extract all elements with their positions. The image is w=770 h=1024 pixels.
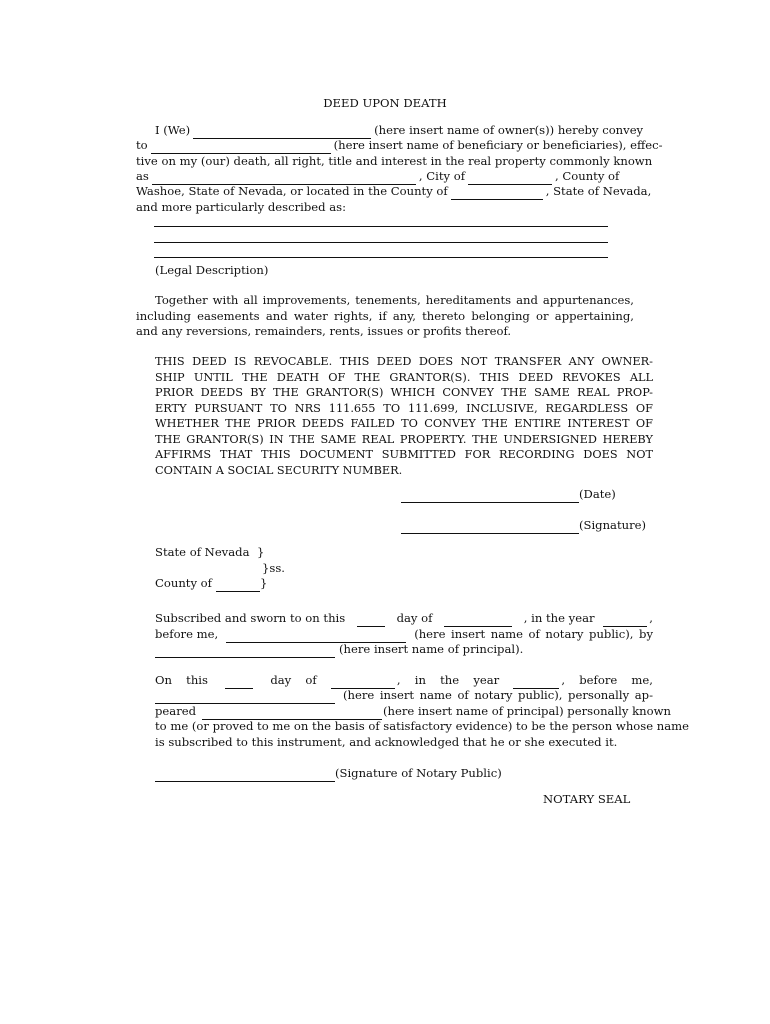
ack-day: day — [270, 673, 292, 687]
city-blank[interactable] — [468, 173, 552, 185]
venue-ss: }ss. — [262, 561, 285, 575]
jurat-notary-blank[interactable] — [226, 631, 406, 643]
notice-line: WHETHER THE PRIOR DEEDS FAILED TO CONVEY THE ENTIRE INTEREST OF — [155, 417, 653, 430]
venue-state: State of Nevada — [155, 545, 250, 559]
ack-comma: , — [561, 673, 566, 687]
county-label: , County of — [555, 169, 620, 183]
notary-signature-label: (Signature of Notary Public) — [335, 766, 502, 780]
ack-before: before — [579, 673, 618, 687]
venue-county-label: County of — [155, 576, 212, 590]
legal-description-label: (Legal Description) — [155, 263, 269, 277]
notice-line: PRIOR DEEDS BY THE GRANTOR(S) WHICH CONVEY THE SAME REAL PROP- — [155, 386, 653, 399]
jurat-comma: , — [649, 611, 653, 625]
ack-the: the — [440, 673, 460, 687]
notice-line: THIS DEED IS REVOCABLE. THIS DEED DOES NOT TRANSFER ANY OWNER- — [155, 355, 653, 368]
venue-county-blank[interactable] — [216, 580, 260, 592]
legal-description-line-3[interactable] — [154, 257, 608, 258]
ack-peared: peared — [155, 704, 197, 718]
ack-notary-suffix: (here insert name of notary public), personally ap- — [343, 688, 653, 702]
ack-principal-suffix: (here insert name of principal) personally known — [383, 704, 671, 718]
jurat-line-3 — [155, 642, 653, 658]
signature-blank[interactable] — [401, 522, 579, 534]
ack-in: in — [414, 673, 426, 687]
legal-description-line-2[interactable] — [154, 242, 608, 243]
ack-line-2 — [155, 688, 653, 704]
conveyance-line-4 — [136, 169, 634, 185]
beneficiary-suffix: (here insert name of beneficiary or beneficiaries), effec- — [333, 138, 663, 152]
venue-county-line — [155, 576, 267, 592]
ack-on: On — [155, 673, 172, 687]
conveyance-line-1 — [136, 123, 644, 139]
appurtenances-paragraph: Together with all improvements, tenements, hereditaments and appurtenances, including easements and water rights, if any, thereto belonging or appertaining, and any reversions, remainders, rents, issues or profits thereof. — [136, 293, 634, 338]
address-blank[interactable] — [152, 173, 416, 185]
ack-me: me, — [631, 673, 653, 687]
notice-line: SHIP UNTIL THE DEATH OF THE GRANTOR(S). THIS DEED REVOKES ALL — [155, 370, 653, 384]
ack-comma: , — [396, 673, 401, 687]
signature-line — [401, 518, 646, 534]
beneficiary-prefix: to — [136, 138, 148, 152]
notice-line: THE GRANTOR(S) IN THE SAME REAL PROPERTY. THE UNDERSIGNED HEREBY — [155, 432, 653, 446]
notary-seal: NOTARY SEAL — [543, 792, 631, 806]
ack-principal-blank[interactable] — [202, 708, 382, 720]
notice-line: CONTAIN A SOCIAL SECURITY NUMBER. — [155, 463, 403, 477]
ack-notary-blank[interactable] — [155, 692, 335, 704]
date-line — [401, 487, 616, 503]
jurat-before-me: before me, — [155, 627, 219, 641]
ack-line-4 — [155, 719, 690, 735]
jurat-year-label: , in the year — [523, 611, 595, 625]
jurat-principal-blank[interactable] — [155, 646, 335, 658]
conveyance-text: tive on my (our) death, all right, title and interest in the real property commonly known — [136, 154, 653, 168]
beneficiary-name-blank[interactable] — [151, 142, 331, 154]
jurat-month-blank[interactable] — [444, 615, 512, 627]
date-blank[interactable] — [401, 491, 579, 503]
page-title: DEED UPON DEATH — [323, 96, 447, 110]
signature-label: (Signature) — [579, 518, 647, 532]
ack-of: of — [305, 673, 317, 687]
jurat-subscribed: Subscribed and sworn to on this — [155, 611, 346, 625]
jurat-principal-suffix: (here insert name of principal). — [339, 642, 524, 656]
jurat-day-of: day of — [396, 611, 433, 625]
ack-this: this — [186, 673, 208, 687]
notary-signature-line — [155, 766, 502, 782]
venue-brace: } — [257, 545, 265, 559]
ack-line-1 — [155, 673, 653, 689]
ack-line-3 — [155, 704, 671, 720]
legal-description-line-1[interactable] — [154, 226, 608, 227]
ack-year: year — [473, 673, 500, 687]
notice-line: AFFIRMS THAT THIS DOCUMENT SUBMITTED FOR RECORDING DOES NOT — [155, 448, 653, 461]
ack-line-5 — [155, 735, 653, 751]
conveyance-line-5 — [136, 184, 652, 200]
jurat-line-1 — [155, 611, 653, 627]
notary-signature-blank[interactable] — [155, 770, 335, 782]
date-label: (Date) — [579, 487, 616, 501]
ack-year-blank[interactable] — [513, 677, 559, 689]
address-prefix: as — [136, 169, 149, 183]
described-as: and more particularly described as: — [136, 200, 346, 214]
ack-text: is subscribed to this instrument, and acknowledged that he or she executed it. — [155, 735, 618, 749]
county-located-label: Washoe, State of Nevada, or located in the County of — [136, 184, 448, 198]
located-county-blank[interactable] — [451, 188, 543, 200]
jurat-notary-suffix: (here insert name of notary public), by — [414, 627, 653, 641]
owner-name-blank[interactable] — [193, 127, 371, 139]
ack-month-blank[interactable] — [331, 677, 395, 689]
jurat-day-blank[interactable] — [357, 615, 385, 627]
conveyance-line-2 — [136, 138, 663, 154]
city-label: , City of — [418, 169, 465, 183]
conveyance-line-3 — [136, 154, 653, 170]
owner-suffix: (here insert name of owner(s)) hereby convey — [374, 123, 644, 137]
jurat-line-2 — [155, 627, 653, 643]
venue-brace: } — [259, 576, 268, 590]
revocable-notice — [155, 354, 653, 478]
ack-text: to me (or proved to me on the basis of satisfactory evidence) to be the person whose name — [155, 719, 690, 733]
conveyance-line-6 — [136, 200, 634, 216]
state-suffix: , State of Nevada, — [545, 184, 652, 198]
ack-day-blank[interactable] — [225, 677, 253, 689]
notice-line: ERTY PURSUANT TO NRS 111.655 TO 111.699, INCLUSIVE, REGARDLESS OF — [155, 401, 653, 415]
owner-prefix: I (We) — [155, 123, 191, 137]
jurat-year-blank[interactable] — [603, 615, 647, 627]
